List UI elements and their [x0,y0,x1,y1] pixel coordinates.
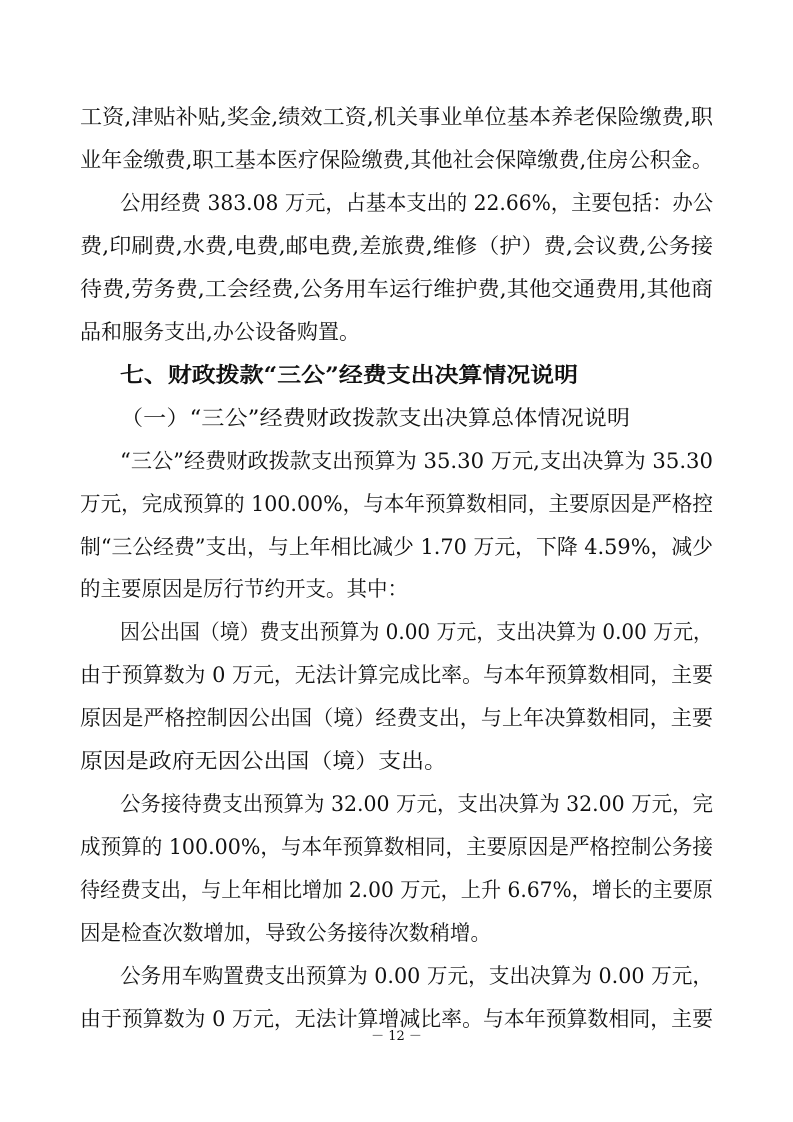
line-text: 制“三公经费”支出，与上年相比减少 1.70 万元，下降 4.59%，减少 [80,534,713,559]
line-text: 公务用车购置费支出预算为 0.00 万元，支出决算为 0.00 万元， [120,964,713,989]
line-text: 因是检查次数增加，导致公务接待次数稍增。 [80,921,491,946]
line-text: 品和服务支出,办公设备购置。 [80,319,360,344]
line-text: 工资,津贴补贴,奖金,绩效工资,机关事业单位基本养老保险缴费,职 [80,105,713,129]
line-text: “三公”经费财政拨款支出预算为 35.30 万元,支出决算为 35.30 [120,448,713,473]
line-text: 公务接待费支出预算为 32.00 万元，支出决算为 32.00 万元，完 [120,792,713,817]
line-text: 成预算的 100.00%，与本年预算数相同，主要原因是严格控制公务接 [80,835,713,860]
line-text: 费,印刷费,水费,电费,邮电费,差旅费,维修（护）费,会议费,公务接 [80,233,713,258]
line-text: 待费,劳务费,工会经费,公务用车运行维护费,其他交通费用,其他商 [80,276,713,301]
line-text: 的主要原因是厉行节约开支。其中： [80,577,408,602]
line-text: 因公出国（境）费支出预算为 0.00 万元，支出决算为 0.00 万元， [120,620,713,645]
line-text: 公用经费 383.08 万元，占基本支出的 22.66%，主要包括：办公 [120,190,713,215]
line-text: 万元，完成预算的 100.00%，与本年预算数相同，主要原因是严格控 [80,491,713,516]
line-text: 待经费支出，与上年相比增加 2.00 万元，上升 6.67%，增长的主要原 [80,878,713,903]
line-text: 原因是严格控制因公出国（境）经费支出，与上年决算数相同，主要 [80,706,713,731]
line-text: 由于预算数为 0 万元，无法计算完成比率。与本年预算数相同，主要 [80,663,713,688]
line-text: 业年金缴费,职工基本医疗保险缴费,其他社会保障缴费,住房公积金。 [80,147,713,172]
page-number: － 12 － [371,1029,422,1044]
line-text: 由于预算数为 0 万元，无法计算增减比率。与本年预算数相同，主要 [80,1007,713,1031]
heading-text: 七、财政拨款“三公”经费支出决算情况说明 [120,361,578,387]
line-text: 原因是政府无因公出国（境）支出。 [80,749,447,774]
heading-text: （一）“三公”经费财政拨款支出决算总体情况说明 [120,405,630,430]
